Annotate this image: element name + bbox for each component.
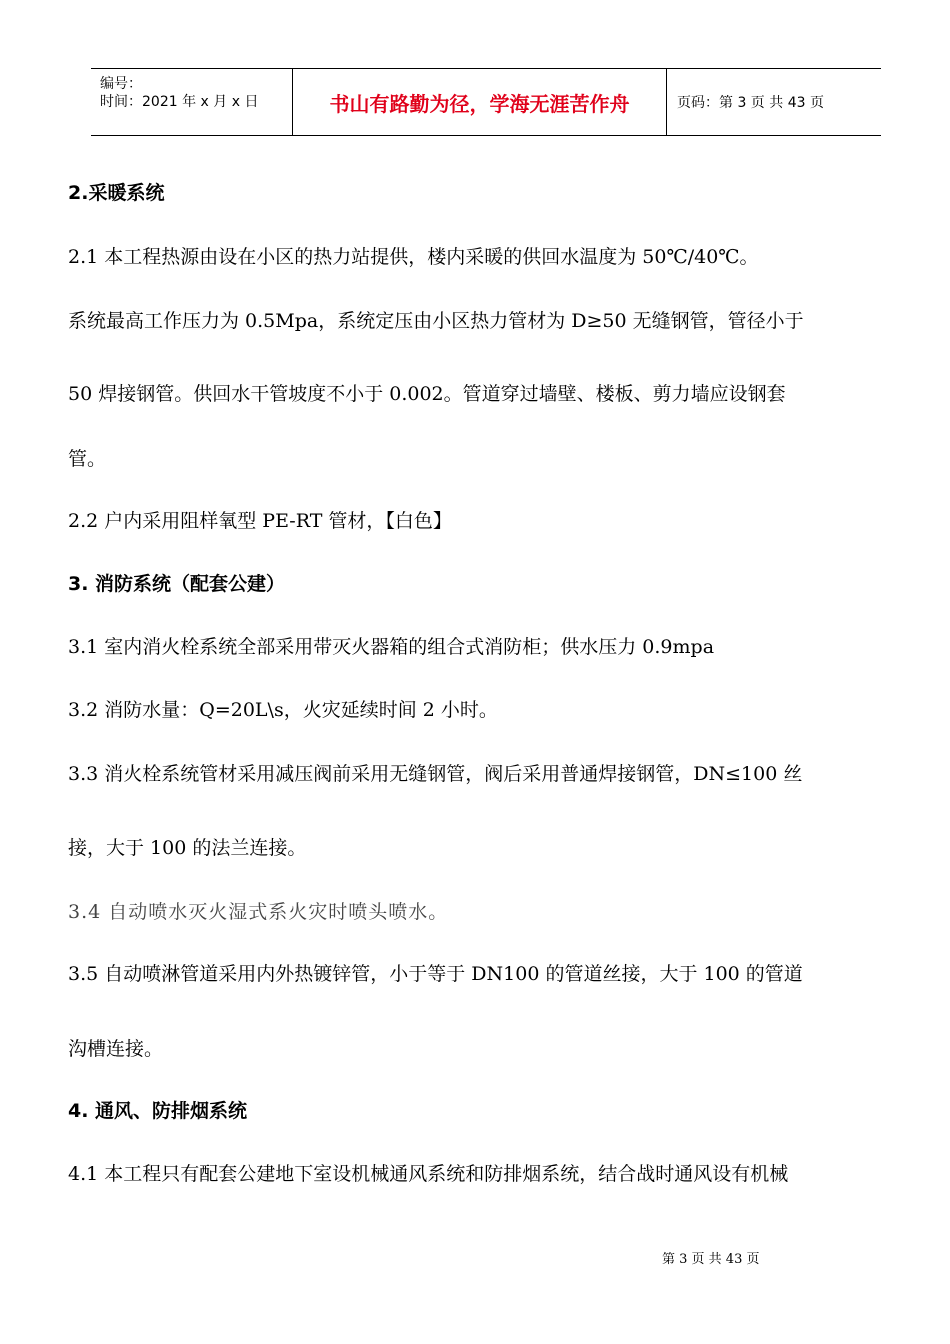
page-footer: 第 3 页 共 43 页 [662, 1252, 760, 1267]
paragraph-3-5-cont: 沟槽连接。 [68, 1038, 164, 1060]
section-heading-fire: 3. 消防系统（配套公建） [68, 573, 286, 595]
section-heading-heating: 2.采暖系统 [68, 182, 165, 204]
paragraph-4-1: 4.1 本工程只有配套公建地下室设机械通风系统和防排烟系统，结合战时通风设有机械 [68, 1163, 789, 1185]
header-meta-cell [91, 69, 293, 135]
section-heading-ventilation: 4. 通风、防排烟系统 [68, 1100, 248, 1122]
paragraph-3-4: 3.4 自动喷水灭火湿式系火灾时喷头喷水。 [68, 901, 449, 923]
date-label: 时间：2021 年 x 月 x 日 [100, 94, 259, 110]
header-page-info: 页码：第 3 页 共 43 页 [677, 95, 824, 111]
paragraph-3-3: 3.3 消火栓系统管材采用减压阀前采用无缝钢管，阀后采用普通焊接钢管，DN≤100 丝 [68, 763, 803, 785]
paragraph-2-1-cont-2: 50 焊接钢管。供回水干管坡度不小于 0.002。管道穿过墙壁、楼板、剪力墙应设钢套 [68, 383, 786, 405]
paragraph-3-2: 3.2 消防水量：Q=20L\s，火灾延续时间 2 小时。 [68, 699, 498, 721]
paragraph-3-5: 3.5 自动喷淋管道采用内外热镀锌管，小于等于 DN100 的管道丝接，大于 100 的管道 [68, 963, 803, 985]
header-motto: 书山有路勤为径，学海无涯苦作舟 [293, 69, 667, 135]
paragraph-2-2: 2.2 户内采用阻样氧型 PE-RT 管材，【白色】 [68, 510, 452, 532]
paragraph-2-1-cont-1: 系统最高工作压力为 0.5Mpa，系统定压由小区热力管材为 D≥50 无缝钢管，管径小于 [68, 310, 804, 332]
paragraph-2-1: 2.1 本工程热源由设在小区的热力站提供，楼内采暖的供回水温度为 50℃/40℃。 [68, 246, 759, 268]
serial-number-label: 编号： [100, 76, 142, 92]
page-header [91, 68, 881, 136]
paragraph-2-1-cont-3: 管。 [68, 448, 107, 470]
paragraph-3-1: 3.1 室内消火栓系统全部采用带灭火器箱的组合式消防柜；供水压力 0.9mpa [68, 636, 715, 658]
paragraph-3-3-cont: 接，大于 100 的法兰连接。 [68, 837, 307, 859]
